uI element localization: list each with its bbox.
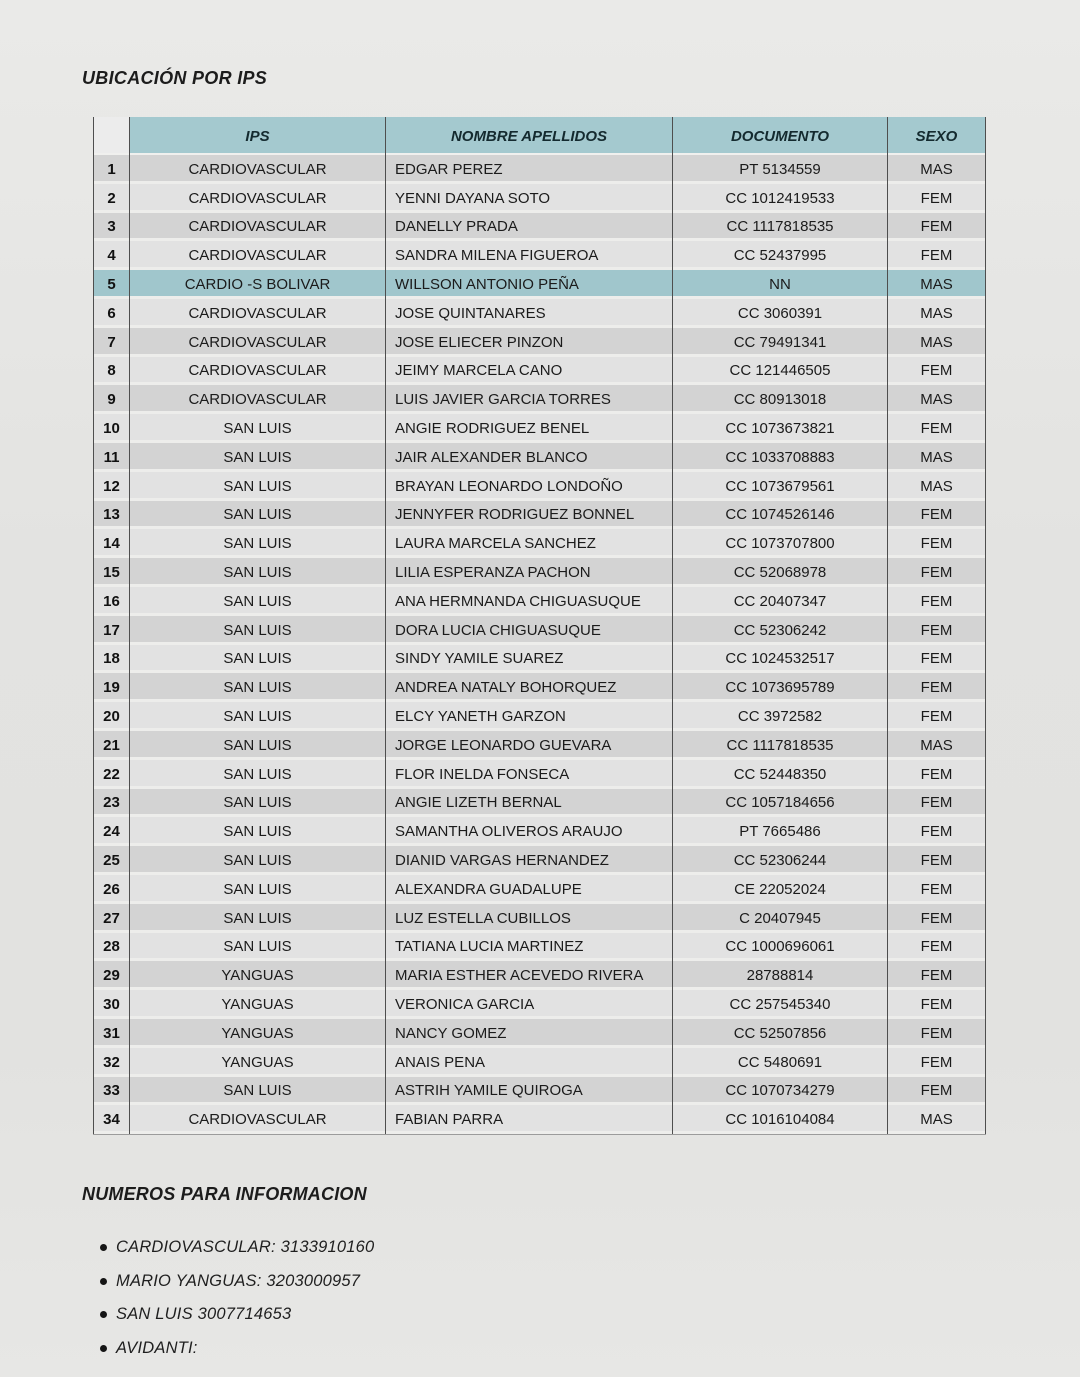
ips-cell: SAN LUIS [130, 760, 386, 789]
row-number-cell: 2 [93, 184, 130, 213]
documento-cell: CC 1073695789 [673, 673, 888, 702]
sexo-cell: MAS [888, 155, 986, 184]
table-row [93, 270, 986, 299]
table-row [93, 414, 986, 443]
nombre-cell: LAURA MARCELA SANCHEZ [386, 529, 673, 558]
ips-cell: CARDIOVASCULAR [130, 241, 386, 270]
nombre-cell: NANCY GOMEZ [386, 1019, 673, 1048]
table-row [93, 1105, 986, 1134]
table-row [93, 184, 986, 213]
row-number-cell: 34 [93, 1105, 130, 1134]
row-number-cell: 7 [93, 328, 130, 357]
ips-cell: SAN LUIS [130, 443, 386, 472]
table-row [93, 299, 986, 328]
ips-cell: SAN LUIS [130, 875, 386, 904]
table-body [93, 155, 986, 1134]
bullet-icon [100, 1244, 107, 1251]
ips-cell: SAN LUIS [130, 587, 386, 616]
row-number-cell: 32 [93, 1048, 130, 1077]
table-row [93, 702, 986, 731]
table-row [93, 616, 986, 645]
nombre-cell: ELCY YANETH GARZON [386, 702, 673, 731]
ips-cell: SAN LUIS [130, 846, 386, 875]
table-row [93, 990, 986, 1019]
nombre-cell: MARIA ESTHER ACEVEDO RIVERA [386, 961, 673, 990]
info-item-text: AVIDANTI: [116, 1338, 198, 1357]
sexo-cell: FEM [888, 875, 986, 904]
row-number-cell: 12 [93, 472, 130, 501]
documento-cell: PT 7665486 [673, 817, 888, 846]
row-number-cell: 19 [93, 673, 130, 702]
documento-cell: CC 52306244 [673, 846, 888, 875]
nombre-cell: ANGIE RODRIGUEZ BENEL [386, 414, 673, 443]
documento-cell: CC 1057184656 [673, 789, 888, 818]
sexo-cell: FEM [888, 961, 986, 990]
ips-cell: CARDIOVASCULAR [130, 1105, 386, 1134]
row-number-cell: 8 [93, 357, 130, 386]
table-row [93, 904, 986, 933]
sexo-cell: FEM [888, 184, 986, 213]
table-row [93, 817, 986, 846]
table-row [93, 357, 986, 386]
bullet-icon [100, 1278, 107, 1285]
documento-cell: CC 1016104084 [673, 1105, 888, 1134]
table-row [93, 789, 986, 818]
ips-cell: CARDIOVASCULAR [130, 213, 386, 242]
nombre-cell: JOSE ELIECER PINZON [386, 328, 673, 357]
info-list [100, 1231, 374, 1365]
ips-cell: YANGUAS [130, 1048, 386, 1077]
row-number-cell: 31 [93, 1019, 130, 1048]
row-number-cell: 27 [93, 904, 130, 933]
sexo-cell: MAS [888, 472, 986, 501]
documento-cell: CC 1073679561 [673, 472, 888, 501]
ips-cell: SAN LUIS [130, 673, 386, 702]
sexo-cell: FEM [888, 817, 986, 846]
nombre-cell: ASTRIH YAMILE QUIROGA [386, 1077, 673, 1106]
ips-cell: CARDIOVASCULAR [130, 385, 386, 414]
ips-cell: SAN LUIS [130, 904, 386, 933]
sexo-cell: MAS [888, 731, 986, 760]
sexo-cell: FEM [888, 990, 986, 1019]
ips-cell: SAN LUIS [130, 414, 386, 443]
row-number-cell: 23 [93, 789, 130, 818]
ips-cell: CARDIOVASCULAR [130, 155, 386, 184]
row-number-cell: 13 [93, 501, 130, 530]
documento-cell: NN [673, 270, 888, 299]
documento-cell: CC 1070734279 [673, 1077, 888, 1106]
nombre-cell: JEIMY MARCELA CANO [386, 357, 673, 386]
documento-cell: CC 1073707800 [673, 529, 888, 558]
table-row [93, 558, 986, 587]
nombre-cell: ANA HERMNANDA CHIGUASUQUE [386, 587, 673, 616]
ips-cell: CARDIOVASCULAR [130, 328, 386, 357]
table-header-row [93, 117, 986, 155]
bullet-icon [100, 1345, 107, 1352]
table-row [93, 328, 986, 357]
info-item [100, 1332, 374, 1366]
documento-cell: CC 3972582 [673, 702, 888, 731]
documento-cell: CC 5480691 [673, 1048, 888, 1077]
row-number-cell: 16 [93, 587, 130, 616]
nombre-cell: LILIA ESPERANZA PACHON [386, 558, 673, 587]
table-row [93, 760, 986, 789]
nombre-cell: SANDRA MILENA FIGUEROA [386, 241, 673, 270]
page-title: UBICACIÓN POR IPS [82, 68, 268, 88]
nombre-cell: DIANID VARGAS HERNANDEZ [386, 846, 673, 875]
info-item [100, 1298, 374, 1332]
documento-cell: CC 20407347 [673, 587, 888, 616]
row-number-cell: 11 [93, 443, 130, 472]
sexo-cell: FEM [888, 1019, 986, 1048]
header-cell-nombre: NOMBRE APELLIDOS [386, 117, 673, 155]
sexo-cell: FEM [888, 846, 986, 875]
row-number-cell: 28 [93, 933, 130, 962]
table-row [93, 846, 986, 875]
bullet-icon [100, 1311, 107, 1318]
row-number-cell: 29 [93, 961, 130, 990]
documento-cell: CC 1012419533 [673, 184, 888, 213]
table-row [93, 961, 986, 990]
table-row [93, 1048, 986, 1077]
table-row [93, 385, 986, 414]
table-row [93, 213, 986, 242]
ips-cell: YANGUAS [130, 990, 386, 1019]
info-item [100, 1265, 374, 1299]
row-number-cell: 14 [93, 529, 130, 558]
row-number-cell: 17 [93, 616, 130, 645]
documento-cell: CC 3060391 [673, 299, 888, 328]
sexo-cell: FEM [888, 616, 986, 645]
sexo-cell: FEM [888, 702, 986, 731]
table-row [93, 731, 986, 760]
sexo-cell: FEM [888, 673, 986, 702]
row-number-cell: 3 [93, 213, 130, 242]
row-number-cell: 18 [93, 645, 130, 674]
info-item [100, 1231, 374, 1265]
documento-cell: CC 1033708883 [673, 443, 888, 472]
documento-cell: CC 80913018 [673, 385, 888, 414]
sexo-cell: MAS [888, 443, 986, 472]
documento-cell: CC 1024532517 [673, 645, 888, 674]
nombre-cell: BRAYAN LEONARDO LONDOÑO [386, 472, 673, 501]
documento-cell: CC 52448350 [673, 760, 888, 789]
documento-cell: CE 22052024 [673, 875, 888, 904]
documento-cell: CC 1000696061 [673, 933, 888, 962]
nombre-cell: YENNI DAYANA SOTO [386, 184, 673, 213]
sexo-cell: FEM [888, 501, 986, 530]
nombre-cell: JENNYFER RODRIGUEZ BONNEL [386, 501, 673, 530]
row-number-cell: 21 [93, 731, 130, 760]
nombre-cell: JAIR ALEXANDER BLANCO [386, 443, 673, 472]
row-number-cell: 9 [93, 385, 130, 414]
nombre-cell: DORA LUCIA CHIGUASUQUE [386, 616, 673, 645]
sexo-cell: FEM [888, 357, 986, 386]
row-number-cell: 20 [93, 702, 130, 731]
row-number-cell: 22 [93, 760, 130, 789]
documento-cell: CC 121446505 [673, 357, 888, 386]
ips-cell: CARDIO -S BOLIVAR [130, 270, 386, 299]
sexo-cell: FEM [888, 933, 986, 962]
sexo-cell: FEM [888, 529, 986, 558]
nombre-cell: DANELLY PRADA [386, 213, 673, 242]
row-number-cell: 4 [93, 241, 130, 270]
nombre-cell: LUIS JAVIER GARCIA TORRES [386, 385, 673, 414]
documento-cell: CC 52437995 [673, 241, 888, 270]
nombre-cell: FLOR INELDA FONSECA [386, 760, 673, 789]
sexo-cell: FEM [888, 789, 986, 818]
table-row [93, 673, 986, 702]
table-row [93, 443, 986, 472]
table-row [93, 645, 986, 674]
row-number-cell: 25 [93, 846, 130, 875]
header-cell-sexo: SEXO [888, 117, 986, 155]
sexo-cell: MAS [888, 299, 986, 328]
info-item-text: SAN LUIS 3007714653 [116, 1305, 292, 1324]
info-item-text: MARIO YANGUAS: 3203000957 [116, 1271, 361, 1290]
table-row [93, 529, 986, 558]
sexo-cell: MAS [888, 1105, 986, 1134]
table-row [93, 501, 986, 530]
sexo-cell: FEM [888, 645, 986, 674]
row-number-cell: 6 [93, 299, 130, 328]
table-row [93, 1077, 986, 1106]
row-number-cell: 1 [93, 155, 130, 184]
ips-cell: CARDIOVASCULAR [130, 299, 386, 328]
ips-cell: SAN LUIS [130, 731, 386, 760]
nombre-cell: SAMANTHA OLIVEROS ARAUJO [386, 817, 673, 846]
table-row [93, 1019, 986, 1048]
documento-cell: CC 52068978 [673, 558, 888, 587]
ips-cell: YANGUAS [130, 961, 386, 990]
table-row [93, 155, 986, 184]
nombre-cell: FABIAN PARRA [386, 1105, 673, 1134]
header-cell-ips: IPS [130, 117, 386, 155]
sexo-cell: MAS [888, 270, 986, 299]
nombre-cell: EDGAR PEREZ [386, 155, 673, 184]
ips-cell: YANGUAS [130, 1019, 386, 1048]
info-heading: NUMEROS PARA INFORMACION [82, 1184, 367, 1204]
sexo-cell: FEM [888, 904, 986, 933]
sexo-cell: FEM [888, 414, 986, 443]
nombre-cell: LUZ ESTELLA CUBILLOS [386, 904, 673, 933]
ips-cell: SAN LUIS [130, 933, 386, 962]
sexo-cell: FEM [888, 1048, 986, 1077]
ips-cell: SAN LUIS [130, 472, 386, 501]
documento-cell: CC 257545340 [673, 990, 888, 1019]
header-cell-documento: DOCUMENTO [673, 117, 888, 155]
nombre-cell: TATIANA LUCIA MARTINEZ [386, 933, 673, 962]
ips-table [93, 117, 986, 1135]
table-row [93, 472, 986, 501]
ips-cell: CARDIOVASCULAR [130, 357, 386, 386]
sexo-cell: MAS [888, 385, 986, 414]
row-number-cell: 33 [93, 1077, 130, 1106]
documento-cell: CC 52306242 [673, 616, 888, 645]
row-number-cell: 30 [93, 990, 130, 1019]
ips-cell: SAN LUIS [130, 501, 386, 530]
ips-cell: SAN LUIS [130, 616, 386, 645]
row-number-cell: 26 [93, 875, 130, 904]
sexo-cell: FEM [888, 1077, 986, 1106]
nombre-cell: ANDREA NATALY BOHORQUEZ [386, 673, 673, 702]
sexo-cell: FEM [888, 558, 986, 587]
table-row [93, 587, 986, 616]
ips-cell: SAN LUIS [130, 645, 386, 674]
nombre-cell: ANAIS PENA [386, 1048, 673, 1077]
documento-cell: CC 1117818535 [673, 213, 888, 242]
ips-cell: SAN LUIS [130, 1077, 386, 1106]
nombre-cell: WILLSON ANTONIO PEÑA [386, 270, 673, 299]
nombre-cell: JORGE LEONARDO GUEVARA [386, 731, 673, 760]
sexo-cell: FEM [888, 241, 986, 270]
nombre-cell: SINDY YAMILE SUAREZ [386, 645, 673, 674]
nombre-cell: VERONICA GARCIA [386, 990, 673, 1019]
documento-cell: C 20407945 [673, 904, 888, 933]
header-cell-rownum [93, 117, 130, 155]
table-row [93, 933, 986, 962]
documento-cell: CC 1074526146 [673, 501, 888, 530]
documento-cell: PT 5134559 [673, 155, 888, 184]
table-row [93, 875, 986, 904]
documento-cell: 28788814 [673, 961, 888, 990]
sexo-cell: FEM [888, 760, 986, 789]
info-item-text: CARDIOVASCULAR: 3133910160 [116, 1238, 375, 1257]
ips-cell: SAN LUIS [130, 529, 386, 558]
nombre-cell: ALEXANDRA GUADALUPE [386, 875, 673, 904]
ips-cell: CARDIOVASCULAR [130, 184, 386, 213]
sexo-cell: FEM [888, 213, 986, 242]
documento-cell: CC 52507856 [673, 1019, 888, 1048]
row-number-cell: 24 [93, 817, 130, 846]
nombre-cell: JOSE QUINTANARES [386, 299, 673, 328]
row-number-cell: 15 [93, 558, 130, 587]
ips-cell: SAN LUIS [130, 817, 386, 846]
ips-cell: SAN LUIS [130, 702, 386, 731]
row-number-cell: 10 [93, 414, 130, 443]
ips-cell: SAN LUIS [130, 558, 386, 587]
documento-cell: CC 79491341 [673, 328, 888, 357]
documento-cell: CC 1073673821 [673, 414, 888, 443]
sexo-cell: MAS [888, 328, 986, 357]
row-number-cell: 5 [93, 270, 130, 299]
table-row [93, 241, 986, 270]
nombre-cell: ANGIE LIZETH BERNAL [386, 789, 673, 818]
ips-cell: SAN LUIS [130, 789, 386, 818]
sexo-cell: FEM [888, 587, 986, 616]
documento-cell: CC 1117818535 [673, 731, 888, 760]
